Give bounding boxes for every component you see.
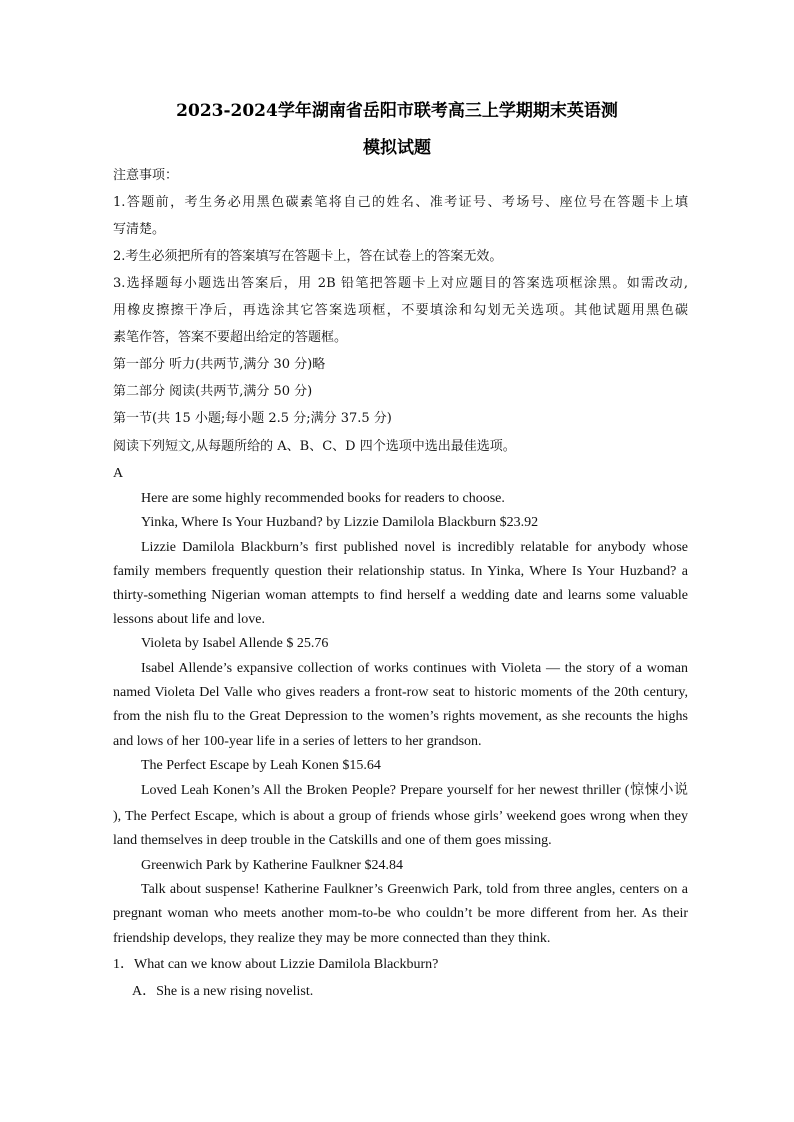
book1-para-line3: thirty-something Nigerian woman attempts to find herself a wedding date and learns some valuable — [113, 588, 688, 603]
book2-para-line3: from the nish flu to the Great Depression to the women’s rights movement, as she recounts the highs — [113, 709, 688, 724]
book4-heading: Greenwich Park by Katherine Faulkner $24.84 — [141, 858, 404, 873]
reading-instruction: 阅读下列短文,从每题所给的 A、B、C、D 四个选项中选出最佳选项。 — [113, 439, 516, 454]
book4-para-line3: friendship develops, they realize they may be more connected than they think. — [113, 931, 551, 946]
book2-para-line4: and lows of her 100-year life in a series of letters to her grandson. — [113, 734, 482, 749]
doc-title-line1: 2023-2024学年湖南省岳阳市联考高三上学期期末英语测 — [176, 101, 618, 121]
notice-item-1b: 写清楚。 — [113, 222, 166, 237]
notice-item-3c: 素笔作答，答案不要超出给定的答题框。 — [113, 330, 348, 345]
question-1: 1．What can we know about Lizzie Damilola Blackburn? — [113, 957, 439, 972]
book2-heading: Violeta by Isabel Allende $ 25.76 — [141, 636, 329, 651]
notice-item-3a: 3.选择题每小题选出答案后，用 2B 铅笔把答题卡上对应题目的答案选项框涂黑。如需改动, — [113, 276, 688, 291]
book1-heading: Yinka, Where Is Your Huzband? by Lizzie Damilola Blackburn $23.92 — [141, 515, 539, 530]
book3-para-line2: ), The Perfect Escape, which is about a group of friends whose girls’ weekend goes wrong when they — [113, 809, 688, 824]
book3-para-line3: land themselves in deep trouble in the Catskills and one of them goes missing. — [113, 833, 552, 848]
book1-para-line2: family members frequently question their relationship status. In Yinka, Where Is Your Huzband? a — [113, 564, 688, 579]
part-one-heading: 第一部分 听力(共两节,满分 30 分)略 — [113, 357, 326, 372]
notice-item-1a: 1.答题前，考生务必用黑色碳素笔将自己的姓名、准考证号、考场号、座位号在答题卡上填 — [113, 195, 688, 210]
book2-para-line2: named Violeta Del Valle who gives readers a front-row seat to historic moments of the 20th century, — [113, 685, 688, 700]
book1-para-line1: Lizzie Damilola Blackburn’s first published novel is incredibly relatable for anybody whose — [141, 540, 688, 555]
book2-para-line1: Isabel Allende’s expansive collection of works continues with Violeta — the story of a woman — [141, 661, 688, 676]
passage-intro: Here are some highly recommended books for readers to choose. — [141, 491, 505, 506]
part-two-heading: 第二部分 阅读(共两节,满分 50 分) — [113, 384, 313, 399]
book3-para-line1: Loved Leah Konen’s All the Broken People? Prepare yourself for her newest thriller (惊悚小说 — [141, 783, 688, 798]
passage-label: A — [113, 466, 124, 481]
book4-para-line1: Talk about suspense! Katherine Faulkner’s Greenwich Park, told from three angles, centers on a — [141, 882, 688, 897]
question-1-option-a: A．She is a new rising novelist. — [132, 984, 314, 999]
notice-heading: 注意事项： — [113, 168, 179, 183]
notice-item-2: 2.考生必须把所有的答案填写在答题卡上，答在试卷上的答案无效。 — [113, 249, 503, 264]
book3-heading: The Perfect Escape by Leah Konen $15.64 — [141, 758, 381, 773]
doc-title-line2: 模拟试题 — [363, 138, 431, 158]
section-one-heading: 第一节(共 15 小题;每小题 2.5 分;满分 37.5 分) — [113, 411, 392, 426]
book1-para-line4: lessons about life and love. — [113, 612, 266, 627]
book4-para-line2: pregnant woman who meets another mom-to-be who couldn’t be more different from her. As their — [113, 906, 688, 921]
notice-item-3b: 用橡皮擦擦干净后，再选涂其它答案选项框，不要填涂和勾划无关选项。其他试题用黑色碳 — [113, 303, 688, 318]
